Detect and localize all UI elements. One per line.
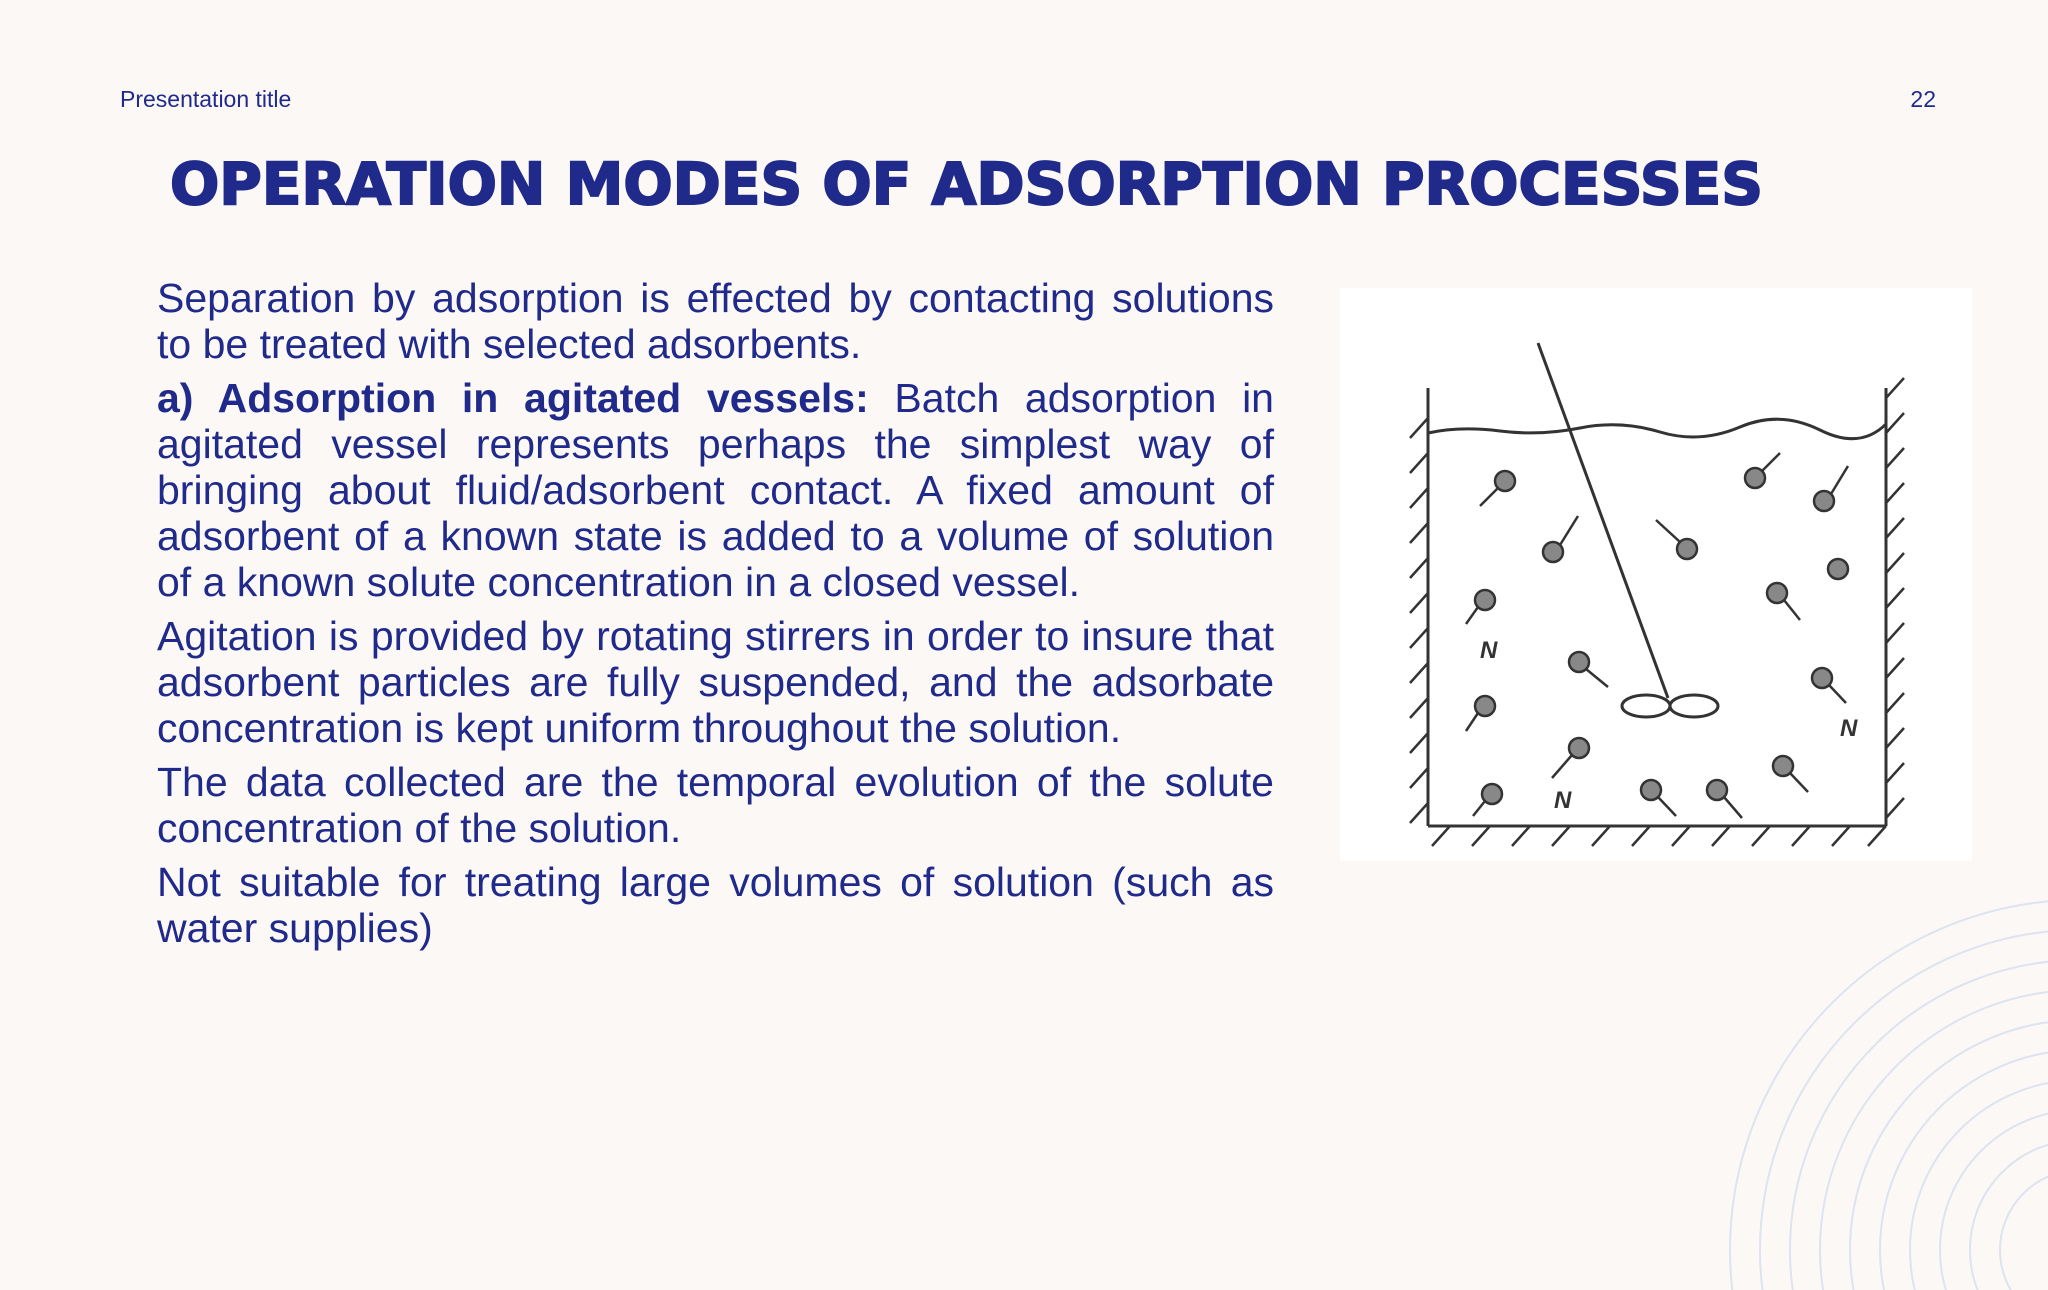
impeller-right <box>1670 695 1718 717</box>
paragraph-limitation: Not suitable for treating large volumes of solution (such as water supplies) <box>157 859 1274 951</box>
agitated-vessels-text: Batch adsorption in agitated vessel represents perhaps the simplest way of bringing about fluid/adsorbent contact. A fixed amount of adsorbent of a known state is added to a volume of solution of a known solute concentration in a closed vessel. <box>157 375 1274 605</box>
decorative-rings <box>1660 790 2048 1290</box>
paragraph-agitated-vessels <box>157 375 1274 605</box>
label-n-right: N <box>1840 715 1858 742</box>
agitated-vessels-heading: a) Adsorption in agitated vessels: <box>157 375 869 421</box>
adsorbent-particles <box>1466 453 1848 818</box>
stirrer-shaft <box>1538 343 1668 698</box>
label-n-left: N <box>1480 637 1498 664</box>
slide-body <box>157 275 1274 959</box>
label-n-bottom: N <box>1554 787 1572 814</box>
liquid-surface <box>1428 419 1886 439</box>
slide-title: OPERATION MODES OF ADSORPTION PROCESSES <box>170 150 1763 218</box>
paragraph-intro: Separation by adsorption is effected by contacting solutions to be treated with selected adsorbents. <box>157 275 1274 367</box>
paragraph-agitation: Agitation is provided by rotating stirrers in order to insure that adsorbent particles are fully suspended, and the adsorbate concentration is kept uniform throughout the solution. <box>157 613 1274 751</box>
agitated-vessel-diagram <box>1340 288 1972 861</box>
page-number: 22 <box>1910 86 1936 112</box>
impeller-left <box>1622 695 1670 717</box>
presentation-title: Presentation title <box>120 86 292 112</box>
paragraph-data-collected: The data collected are the temporal evolution of the solute concentration of the solution. <box>157 759 1274 851</box>
